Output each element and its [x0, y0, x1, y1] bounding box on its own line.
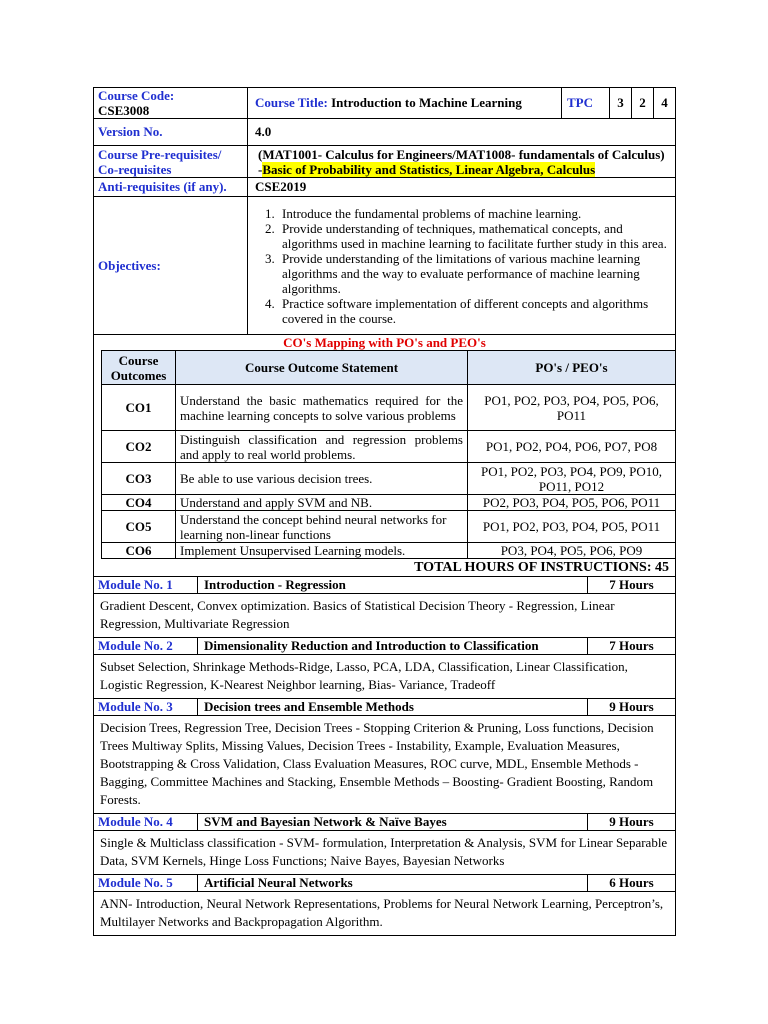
module-hours: 7 Hours: [588, 577, 676, 594]
module-title: Dimensionality Reduction and Introduction to Classification: [198, 638, 588, 655]
co-id: CO6: [102, 543, 176, 559]
version-value: 4.0: [248, 119, 676, 146]
prereq-label-cell: [94, 146, 248, 178]
module-hours: 7 Hours: [588, 638, 676, 655]
prereq-label-line2: Co-requisites: [98, 161, 172, 177]
module-title: Introduction - Regression: [198, 577, 588, 594]
course-code-value: CSE3008: [98, 103, 150, 118]
antireq-label: Anti-requisites (if any).: [94, 178, 248, 197]
table-row: [102, 495, 676, 511]
module-title: Decision trees and Ensemble Methods: [198, 699, 588, 716]
syllabus-page: [93, 87, 675, 936]
tpc-credits: 4: [654, 88, 676, 119]
co-mapping-table: [101, 350, 676, 559]
module-header: [94, 699, 676, 716]
course-code-label: Course Code:: [98, 88, 175, 103]
co-po: PO2, PO3, PO4, PO5, PO6, PO11: [468, 495, 676, 511]
module-label: Module No. 3: [94, 699, 198, 716]
modules-table: [93, 576, 676, 936]
objective-item: 3. Provide understanding of the limitations of various machine learning algorithms and the way to evaluate performance of machine learning algorithms.: [278, 251, 671, 296]
header-po: PO's / PEO's: [468, 351, 676, 385]
module-header: [94, 638, 676, 655]
objective-item: 4. Practice software implementation of different concepts and algorithms covered in the course.: [278, 296, 671, 326]
objectives-label: Objectives:: [94, 197, 248, 335]
table-row: [102, 385, 676, 431]
co-statement: Be able to use various decision trees.: [176, 463, 468, 495]
module-content: Subset Selection, Shrinkage Methods-Ridge, Lasso, PCA, LDA, Classification, Linear Classification, Logistic Regression, K-Nearest Neighbor learning, Bias- Variance, Tradeoff: [94, 655, 676, 699]
version-label: Version No.: [94, 119, 248, 146]
module-content: Decision Trees, Regression Tree, Decision Trees - Stopping Criterion & Pruning, Loss functions, Decision Trees Multiway Splits, Missing Values, Decision Trees - Instability, Example, Evaluation Measures, Bootstrapping & Cross Validation, Class Evaluation Measures, ROC curve, MDL, Ensemble Methods - Bagging, Committee Machines and Stacking, Ensemble Methods – Boosting- Gradient Boosting, Random Forests.: [94, 716, 676, 814]
module-header: [94, 577, 676, 594]
co-id: CO4: [102, 495, 176, 511]
co-id: CO5: [102, 511, 176, 543]
module-hours: 9 Hours: [588, 814, 676, 831]
module-content: Gradient Descent, Convex optimization. Basics of Statistical Decision Theory - Regression, Linear Regression, Multivariate Regression: [94, 594, 676, 638]
table-row: [102, 511, 676, 543]
header-course-outcomes-line1: Course: [118, 352, 159, 368]
co-statement: Understand and apply SVM and NB.: [176, 495, 468, 511]
objectives-list: [252, 206, 671, 326]
module-title: SVM and Bayesian Network & Naïve Bayes: [198, 814, 588, 831]
co-mapping-title: CO's Mapping with PO's and PEO's: [283, 335, 486, 350]
module-hours: 9 Hours: [588, 699, 676, 716]
course-title-label: Course Title:: [255, 95, 328, 110]
module-label: Module No. 1: [94, 577, 198, 594]
objectives-cell: [248, 197, 676, 335]
co-po: PO1, PO2, PO3, PO4, PO5, PO11: [468, 511, 676, 543]
co-mapping-section: [94, 335, 676, 577]
course-title-value: Introduction to Machine Learning: [331, 95, 522, 110]
co-id: CO1: [102, 385, 176, 431]
course-title-cell: [248, 88, 562, 119]
prereq-label-line1: Course Pre-requisites/: [98, 146, 222, 162]
prereq-highlight: Basic of Probability and Statistics, Linear Algebra, Calculus: [262, 161, 596, 177]
co-statement: Implement Unsupervised Learning models.: [176, 543, 468, 559]
antireq-value: CSE2019: [248, 178, 676, 197]
prereq-text: (MAT1001- Calculus for Engineers/MAT1008- fundamentals of Calculus) -: [258, 146, 665, 177]
header-course-outcomes: [102, 351, 176, 385]
objective-item: 1. Introduce the fundamental problems of machine learning.: [278, 206, 671, 221]
module-label: Module No. 5: [94, 875, 198, 892]
objective-item: 2. Provide understanding of techniques, mathematical concepts, and algorithms used in machine learning to facilitate further study in this area.: [278, 221, 671, 251]
co-po: PO3, PO4, PO5, PO6, PO9: [468, 543, 676, 559]
module-label: Module No. 2: [94, 638, 198, 655]
module-label: Module No. 4: [94, 814, 198, 831]
co-po: PO1, PO2, PO3, PO4, PO9, PO10, PO11, PO12: [468, 463, 676, 495]
module-header: [94, 814, 676, 831]
co-po: PO1, PO2, PO3, PO4, PO5, PO6, PO11: [468, 385, 676, 431]
module-hours: 6 Hours: [588, 875, 676, 892]
module-content: Single & Multiclass classification - SVM- formulation, Interpretation & Analysis, SVM for Linear Separable Data, SVM Kernels, Hinge Loss Functions; Naive Bayes, Bayesian Networks: [94, 831, 676, 875]
tpc-theory: 3: [610, 88, 632, 119]
co-po: PO1, PO2, PO4, PO6, PO7, PO8: [468, 431, 676, 463]
course-info-table: [93, 87, 676, 577]
module-header: [94, 875, 676, 892]
co-id: CO2: [102, 431, 176, 463]
tpc-practical: 2: [632, 88, 654, 119]
header-course-outcomes-line2: Outcomes: [110, 367, 167, 383]
tpc-label: TPC: [562, 88, 610, 119]
table-row: [102, 543, 676, 559]
co-statement: Understand the concept behind neural networks for learning non-linear functions: [176, 511, 468, 543]
co-statement: Distinguish classification and regression problems and apply to real world problems.: [176, 431, 468, 463]
table-row: [102, 431, 676, 463]
header-statement: Course Outcome Statement: [176, 351, 468, 385]
course-code-cell: [94, 88, 248, 119]
total-hours: TOTAL HOURS OF INSTRUCTIONS: 45: [414, 560, 669, 575]
module-title: Artificial Neural Networks: [198, 875, 588, 892]
table-row: [102, 463, 676, 495]
prereq-value: [248, 146, 676, 178]
co-id: CO3: [102, 463, 176, 495]
module-content: ANN- Introduction, Neural Network Representations, Problems for Neural Network Learning, Perceptron’s, Multilayer Networks and Backpropagation Algorithm.: [94, 892, 676, 936]
co-statement: Understand the basic mathematics required for the machine learning concepts to solve various problems: [176, 385, 468, 431]
